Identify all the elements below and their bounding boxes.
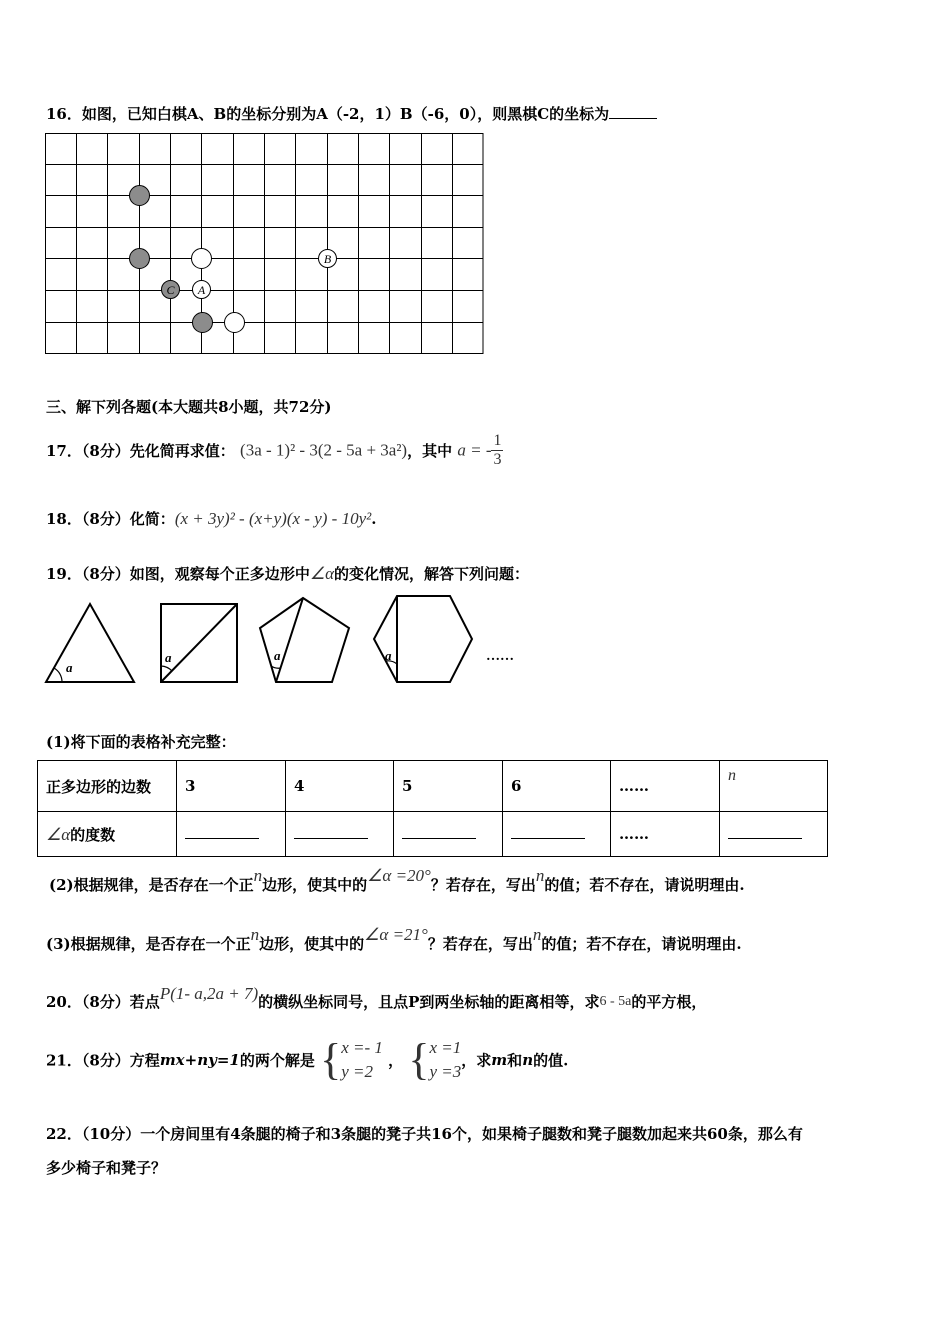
white-stone xyxy=(192,249,212,269)
part3-text-d: 的值；若不存在，请说明理由. xyxy=(541,935,742,953)
table-cell xyxy=(394,812,503,857)
answer-blank xyxy=(402,828,476,839)
angle-arc xyxy=(161,666,172,671)
table-cell: 6 xyxy=(503,761,611,812)
solution-y: y =2 xyxy=(341,1062,373,1081)
angle-label: a xyxy=(165,650,172,665)
var-m: m xyxy=(491,1051,508,1069)
continuation-dots: …… xyxy=(486,649,514,664)
q22-line1: 22．（10分）一个房间里有4条腿的椅子和3条腿的凳子共16个，如果椅子腿数和凳子腿数加起来共60条，那么有 xyxy=(46,1125,803,1143)
q16-stem: 16．如图，已知白棋A、B的坐标分别为A（-2，1）B（-6，0），则黑棋C的坐标为 xyxy=(46,105,610,123)
point-p: P(1- a,2a + 7) xyxy=(159,984,259,1003)
pentagon-shape xyxy=(260,598,349,682)
q17-prefix: 17．（8分）先化简再求值： xyxy=(46,442,235,460)
var-n: n xyxy=(532,925,542,944)
solution-system-1 xyxy=(341,1036,383,1084)
q19-part1: (1)将下面的表格补充完整： xyxy=(46,733,236,751)
fraction-numerator: 1 xyxy=(493,432,502,449)
table-row xyxy=(38,812,828,857)
table-cell: 5 xyxy=(394,761,503,812)
hexagon-shape xyxy=(374,596,472,682)
answer-blank xyxy=(294,828,368,839)
q21-equation: mx+ny=1 xyxy=(159,1051,240,1069)
answer-blank xyxy=(728,828,802,839)
stone-b-label: B xyxy=(323,252,332,266)
white-stone xyxy=(225,313,245,333)
black-stone xyxy=(130,186,150,206)
q21-and: 和 xyxy=(507,1051,523,1070)
q18-suffix: . xyxy=(371,510,377,528)
q17-condition: a = - xyxy=(457,440,492,460)
table-cell xyxy=(177,812,286,857)
var-n: n xyxy=(522,1051,534,1069)
go-board-figure xyxy=(45,133,485,355)
black-stone xyxy=(193,313,213,333)
section-title: 三、解下列各题(本大题共8小题，共72分) xyxy=(46,398,332,416)
q18-expression: (x + 3y)² - (x+y)(x - y) - 10y² xyxy=(174,509,372,528)
table-cell xyxy=(720,812,828,857)
table-cell: …… xyxy=(611,812,720,857)
answer-blank xyxy=(511,828,585,839)
q18 xyxy=(46,508,376,529)
table-cell: …… xyxy=(611,761,720,812)
separator: ， xyxy=(388,1051,404,1070)
solution-y: y =3 xyxy=(429,1062,462,1081)
q20-expression: 6 - 5a xyxy=(599,994,632,1009)
q20-text-c: 的平方根， xyxy=(631,993,707,1011)
stone-c-label: C xyxy=(166,283,175,297)
fraction-denominator: 3 xyxy=(493,451,502,468)
q19 xyxy=(46,563,529,584)
table-cell: 3 xyxy=(177,761,286,812)
answer-blank xyxy=(185,828,259,839)
part3-text-c: ？若存在，写出 xyxy=(427,935,533,953)
board-grid xyxy=(46,133,484,354)
q19-suffix: 的变化情况，解答下列问题： xyxy=(334,565,530,583)
part2-text-a: (2)根据规律，是否存在一个正 xyxy=(49,876,254,894)
table-cell: 4 xyxy=(286,761,394,812)
table-cell xyxy=(503,812,611,857)
polygons-figure xyxy=(44,594,544,689)
part3-text-b: 边形，使其中的 xyxy=(259,935,365,953)
q21-text-d: 的值. xyxy=(533,1051,569,1070)
q19-part2 xyxy=(49,866,745,895)
part2-text-d: 的值；若不存在，请说明理由. xyxy=(544,876,745,894)
var-n: n xyxy=(250,925,260,944)
angle-condition: ∠α =20° xyxy=(367,866,431,885)
var-n: n xyxy=(535,866,545,885)
answer-blank xyxy=(609,104,657,119)
solution-x: x =1 xyxy=(429,1038,462,1057)
part2-text-b: 边形，使其中的 xyxy=(262,876,368,894)
triangle-shape xyxy=(46,604,134,682)
q17-expression: (3a - 1)² - 3(2 - 5a + 3a²) xyxy=(240,440,408,460)
q22-line2: 多少椅子和凳子？ xyxy=(46,1159,167,1177)
q18-prefix: 18．（8分）化简： xyxy=(46,510,175,528)
q21-text-a: 21．（8分）方程 xyxy=(46,1051,160,1070)
q19-angle: ∠α xyxy=(309,564,334,583)
q17-fraction xyxy=(491,432,503,469)
q21 xyxy=(46,1036,568,1084)
q20 xyxy=(46,984,706,1012)
angle-symbol: ∠α xyxy=(46,824,71,844)
table-cell xyxy=(286,812,394,857)
angle-label: a xyxy=(385,648,392,663)
polygon-table xyxy=(37,760,828,857)
solution-x: x =- 1 xyxy=(341,1038,383,1057)
angle-label: a xyxy=(66,660,73,675)
square-diagonal xyxy=(161,604,237,682)
q19-prefix: 19．（8分）如图，观察每个正多边形中 xyxy=(46,565,310,583)
pentagon-diagonal xyxy=(276,598,303,682)
table-cell: n xyxy=(720,761,828,812)
part2-text-c: ？若存在，写出 xyxy=(430,876,536,894)
row-header: 正多边形的边数 xyxy=(38,761,177,812)
left-brace: { xyxy=(408,1035,430,1084)
q20-text-b: 的横纵坐标同号，且点P到两坐标轴的距离相等，求 xyxy=(258,993,600,1011)
var-n: n xyxy=(253,866,263,885)
q17-mid: ，其中 xyxy=(407,442,453,460)
left-brace: { xyxy=(320,1035,342,1084)
part3-text-a: (3)根据规律，是否存在一个正 xyxy=(46,935,251,953)
row-header xyxy=(38,812,177,857)
table-row xyxy=(38,761,828,812)
angle-arc xyxy=(54,668,62,682)
q17 xyxy=(46,432,503,469)
row-header-text: 的度数 xyxy=(70,825,116,844)
q20-text-a: 20．（8分）若点 xyxy=(46,993,160,1011)
black-stone xyxy=(130,249,150,269)
q19-part3 xyxy=(46,925,742,954)
solution-system-2 xyxy=(430,1036,462,1084)
q16-text xyxy=(46,103,657,124)
angle-label: a xyxy=(274,648,281,663)
angle-condition: ∠α =21° xyxy=(364,925,428,944)
stone-a-label: A xyxy=(197,283,206,297)
q21-text-b: 的两个解是 xyxy=(239,1051,315,1070)
q21-text-c: ，求 xyxy=(461,1051,492,1070)
